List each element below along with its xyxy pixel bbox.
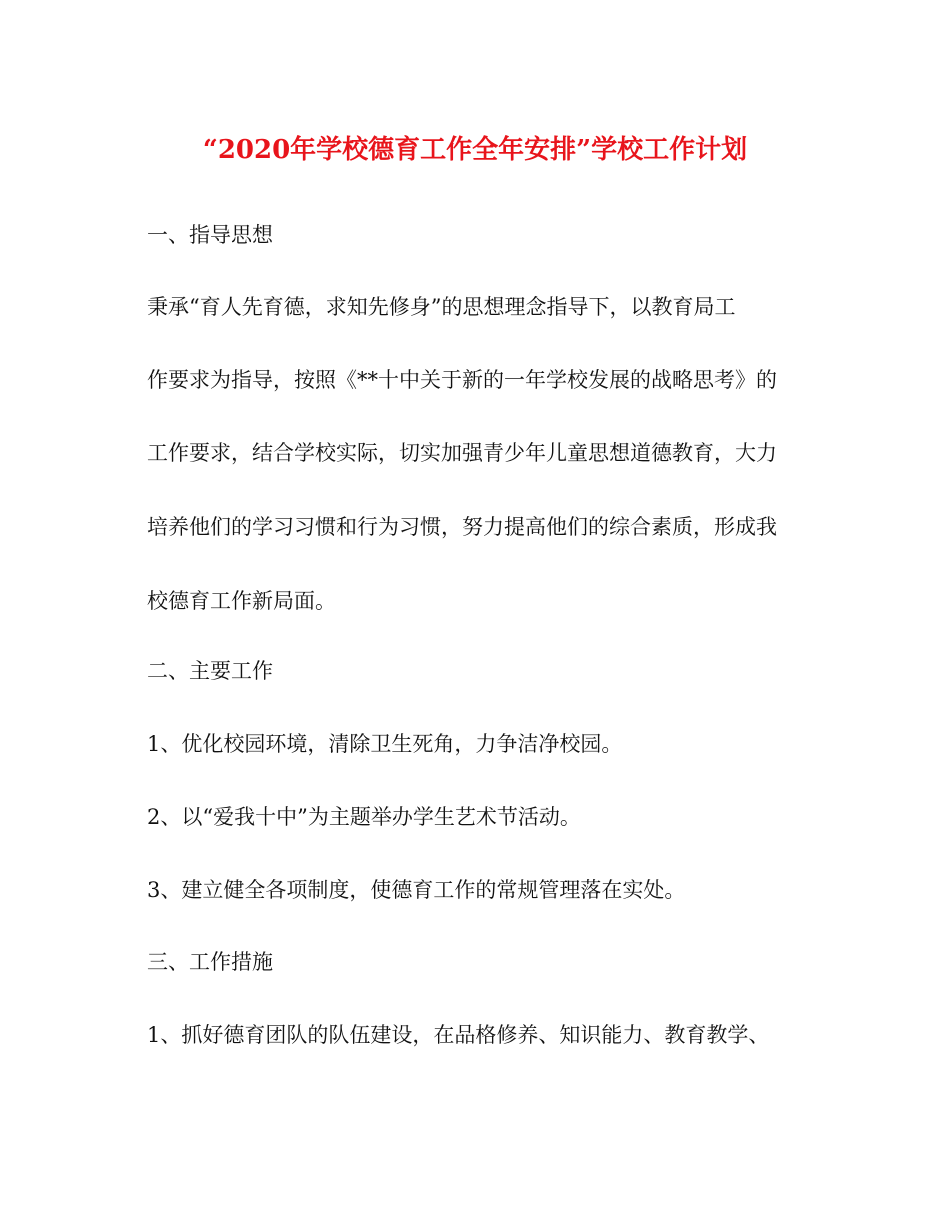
paragraph-line: 工作要求，结合学校实际，切实加强青少年儿童思想道德教育，大力 <box>147 441 777 465</box>
paragraph-line: 培养他们的学习习惯和行为习惯，努力提高他们的综合素质，形成我 <box>147 515 777 539</box>
paragraph-line: 校德育工作新局面。 <box>147 589 336 613</box>
section-heading-guiding-ideology: 一、指导思想 <box>147 223 273 247</box>
section-heading-work-measures: 三、工作措施 <box>147 950 273 974</box>
list-item: 1、优化校园环境，清除卫生死角，力争洁净校园。 <box>147 732 623 756</box>
document-title: “2020年学校德育工作全年安排”学校工作计划 <box>202 135 748 165</box>
paragraph-line: 秉承“育人先育德，求知先修身”的思想理念指导下，以教育局工 <box>147 295 736 319</box>
list-item: 1、抓好德育团队的队伍建设，在品格修养、知识能力、教育教学、 <box>147 1023 770 1047</box>
paragraph-line: 作要求为指导，按照《**十中关于新的一年学校发展的战略思考》的 <box>147 368 777 392</box>
list-item: 2、以“爱我十中”为主题举办学生艺术节活动。 <box>147 805 581 829</box>
section-heading-main-work: 二、主要工作 <box>147 659 273 683</box>
list-item: 3、建立健全各项制度，使德育工作的常规管理落在实处。 <box>147 878 686 902</box>
